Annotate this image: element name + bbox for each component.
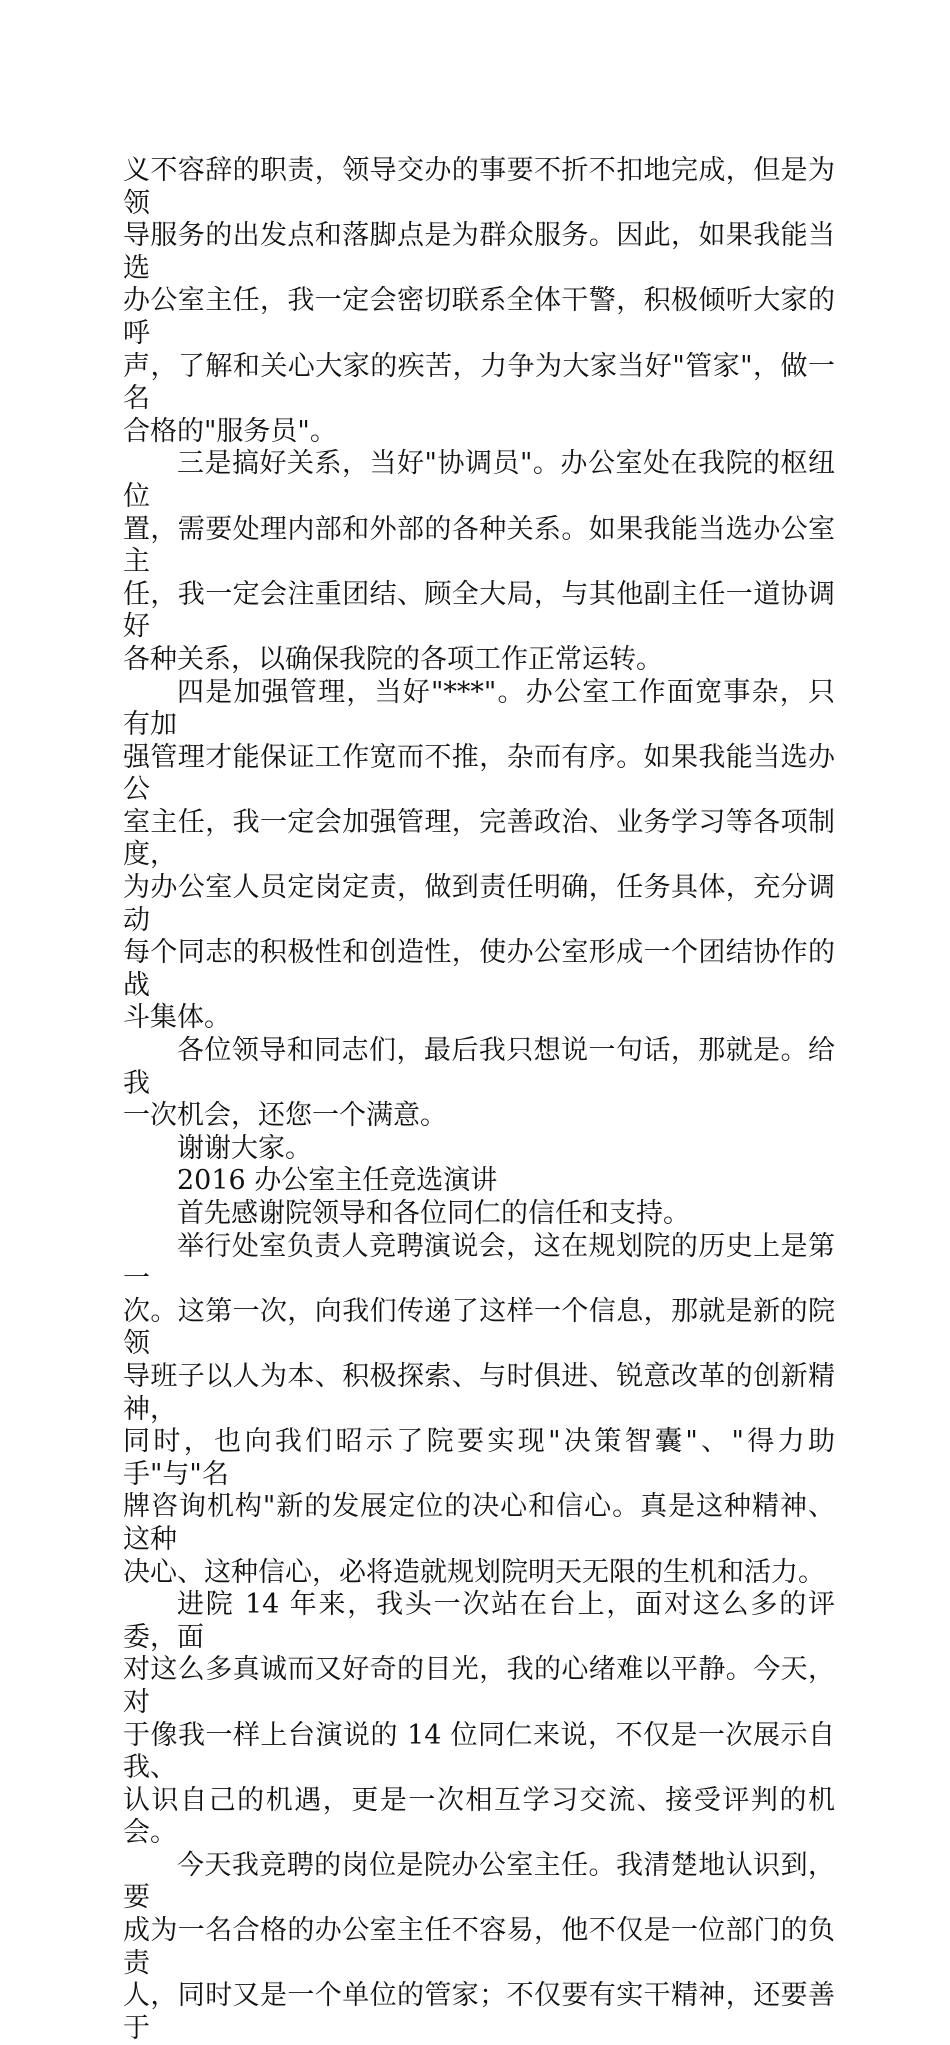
document-page xyxy=(123,155,835,2045)
paragraph-gratitude: 首先感谢院领导和各位同仁的信任和支持。 xyxy=(177,1198,690,1229)
paragraph-closing-remark: 各位领导和同志们，最后我只想说一句话，那就是。给我 一次机会，还您一个满意。 xyxy=(123,1035,835,1132)
section-title: 2016 办公室主任竞选演讲 xyxy=(177,1165,498,1197)
paragraph-fourteen-years: 进院 14 年来，我头一次站在台上，面对这么多的评委，面 对这么多真诚而又好奇的目光，我的心绪难以平静。今天，对 于像我一样上台演说的 14 位同仁来说，不仅是一次展示自我、 认识自己的机遇，更是一次相互学习交流、接受评判的机会。 xyxy=(123,1589,835,1849)
paragraph-target-position: 今天我竞聘的岗位是院办公室主任。我清楚地认识到，要 成为一名合格的办公室主任不容易，他不仅是一位部门的负责 人，同时又是一个单位的管家；不仅要有实干精神，还要善于 xyxy=(123,1849,835,2044)
paragraph-thanks: 谢谢大家。 xyxy=(177,1132,312,1164)
paragraph-service-duty: 义不容辞的职责，领导交办的事要不折不扣地完成，但是为领 导服务的出发点和落脚点是为群众服务。因此，如果我能当选 办公室主任，我一定会密切联系全体干警，积极倾听大家的呼 声，了解和关心大家的疾苦，力争为大家当好"管家"，做一名 合格的"服务员"。 xyxy=(123,155,835,447)
paragraph-management: 四是加强管理，当好"***"。办公室工作面宽事杂，只有加 强管理才能保证工作宽而不推，杂而有序。如果我能当选办公 室主任，我一定会加强管理，完善政治、业务学习等各项制度， 为办公室人员定岗定责，做到责任明确，任务具体，充分调动 每个同志的积极性和创造性，使办公室形成一个团结协作的战 斗集体。 xyxy=(123,676,835,1034)
paragraph-first-competition: 举行处室负责人竞聘演说会，这在规划院的历史上是第一 次。这第一次，向我们传递了这样一个信息，那就是新的院领 导班子以人为本、积极探索、与时俱进、锐意改革的创新精神， 同时，也向我们昭示了院要实现"决策智囊"、"得力助手"与"名 牌咨询机构"新的发展定位的决心和信心。真是这种精神、这种 决心、这种信心，必将造就规划院明天无限的生机和活力。 xyxy=(123,1230,835,1588)
paragraph-coordinator: 三是搞好关系，当好"协调员"。办公室处在我院的枢纽位 置，需要处理内部和外部的各种关系。如果我能当选办公室主 任，我一定会注重团结、顾全大局，与其他副主任一道协调好 各种关系，以确保我院的各项工作正常运转。 xyxy=(123,448,835,675)
